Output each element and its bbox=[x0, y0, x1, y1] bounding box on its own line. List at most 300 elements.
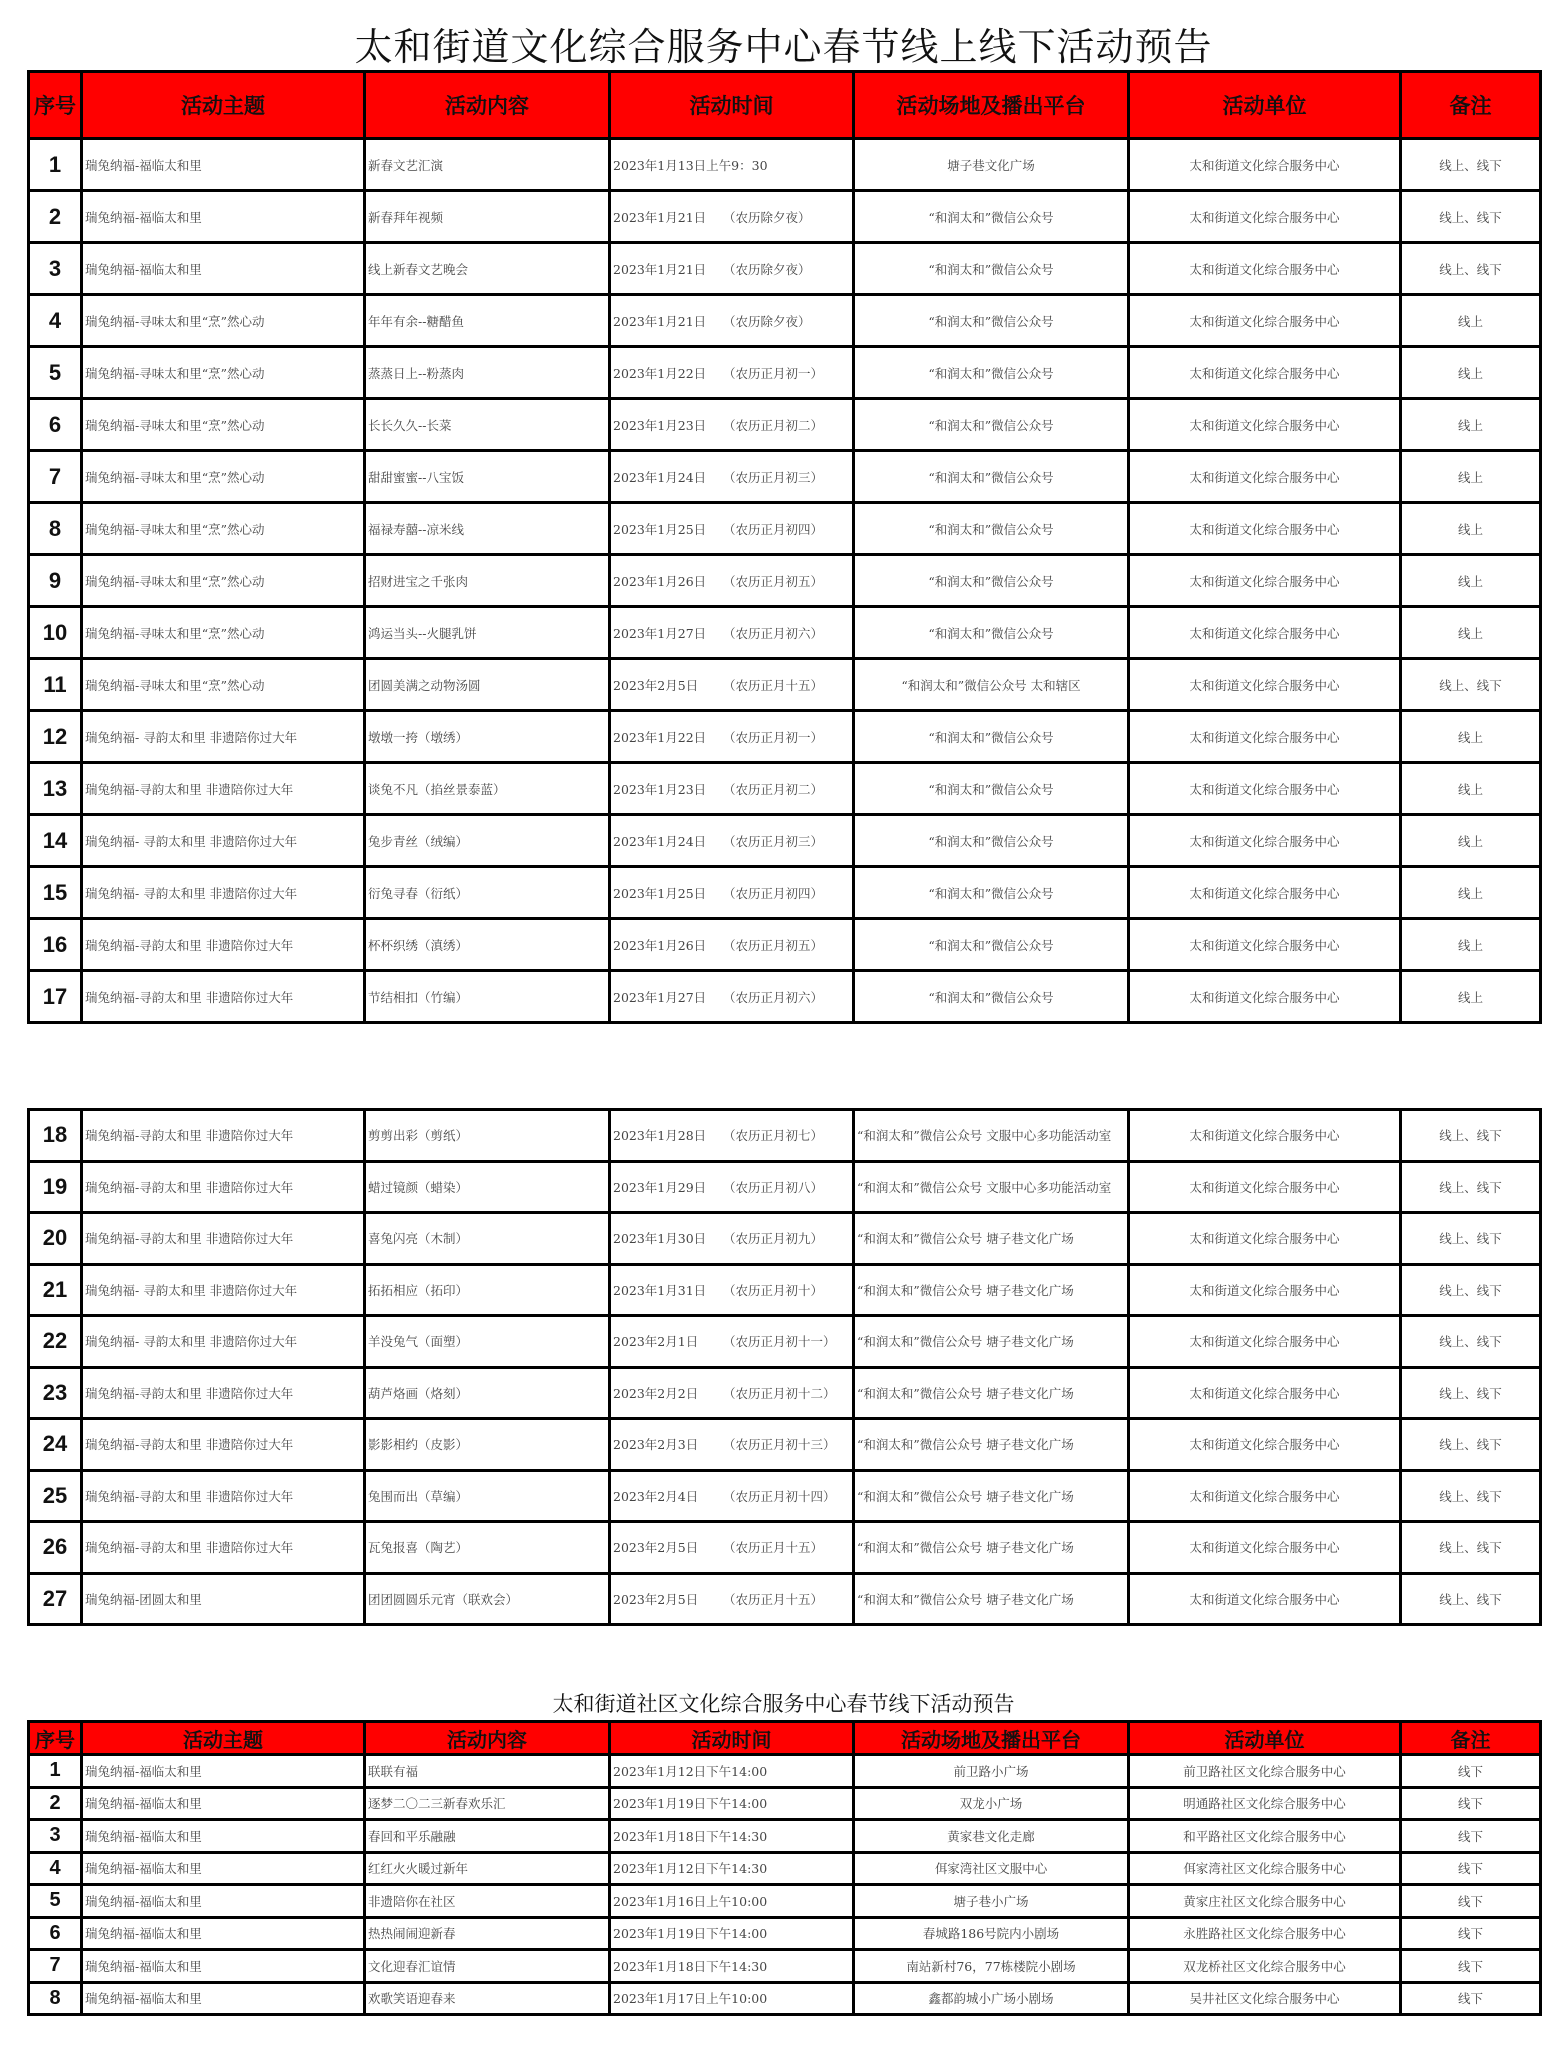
time-cell bbox=[610, 1419, 854, 1471]
remarks-cell: 线下 bbox=[1401, 1950, 1541, 1983]
organizer-cell: 太和街道文化综合服务中心 bbox=[1129, 711, 1401, 763]
theme-cell: 瑞兔纳福-寻韵太和里 非遗陪你过大年 bbox=[82, 919, 365, 971]
time-cell bbox=[610, 347, 854, 399]
organizer-cell: 太和街道文化综合服务中心 bbox=[1129, 399, 1401, 451]
theme-cell: 瑞兔纳福-福临太和里 bbox=[82, 191, 365, 243]
theme-cell: 瑞兔纳福-寻味太和里“烹”然心动 bbox=[82, 503, 365, 555]
remarks-cell: 线下 bbox=[1401, 1917, 1541, 1950]
venue-cell: “和润太和”微信公众号 文服中心多功能活动室 bbox=[854, 1110, 1129, 1162]
table-row bbox=[29, 1885, 1541, 1918]
content-cell: 联联有福 bbox=[365, 1755, 610, 1788]
organizer-cell: 太和街道文化综合服务中心 bbox=[1129, 555, 1401, 607]
table-row bbox=[29, 555, 1541, 607]
serial-no-cell: 20 bbox=[29, 1213, 82, 1265]
organizer-cell: 太和街道文化综合服务中心 bbox=[1129, 1573, 1401, 1625]
lunar-date-text: （农历正月十五） bbox=[723, 677, 824, 693]
lunar-date-text: （农历正月初四） bbox=[723, 521, 824, 537]
time-cell bbox=[610, 295, 854, 347]
header-content: 活动内容 bbox=[365, 1722, 610, 1755]
organizer-cell: 吴井社区文化综合服务中心 bbox=[1129, 1982, 1401, 2015]
content-cell: 杯杯织绣（滇绣） bbox=[365, 919, 610, 971]
theme-cell: 瑞兔纳福-福临太和里 bbox=[82, 1950, 365, 1983]
serial-no-cell: 19 bbox=[29, 1161, 82, 1213]
theme-cell: 瑞兔纳福- 寻韵太和里 非遗陪你过大年 bbox=[82, 711, 365, 763]
activity-table-online-offline bbox=[27, 70, 1542, 1024]
organizer-cell: 太和街道文化综合服务中心 bbox=[1129, 659, 1401, 711]
content-cell: 团团圆圆乐元宵（联欢会） bbox=[365, 1573, 610, 1625]
organizer-cell: 太和街道文化综合服务中心 bbox=[1129, 919, 1401, 971]
date-text: 2023年1月25日 bbox=[613, 521, 707, 537]
venue-cell: “和润太和”微信公众号 塘子巷文化广场 bbox=[854, 1573, 1129, 1625]
table-row bbox=[29, 919, 1541, 971]
remarks-cell: 线上 bbox=[1401, 815, 1541, 867]
theme-cell: 瑞兔纳福-福临太和里 bbox=[82, 1917, 365, 1950]
venue-cell: “和润太和”微信公众号 bbox=[854, 971, 1129, 1023]
venue-cell: “和润太和”微信公众号 塘子巷文化广场 bbox=[854, 1470, 1129, 1522]
organizer-cell: 黄家庄社区文化综合服务中心 bbox=[1129, 1885, 1401, 1918]
lunar-date-text: （农历正月初八） bbox=[723, 1179, 824, 1195]
table-header-row bbox=[29, 1722, 1541, 1755]
table-row bbox=[29, 1787, 1541, 1820]
date-text: 2023年1月27日 bbox=[613, 625, 707, 641]
table-row bbox=[29, 1419, 1541, 1471]
theme-cell: 瑞兔纳福-寻味太和里“烹”然心动 bbox=[82, 347, 365, 399]
header-time: 活动时间 bbox=[610, 72, 854, 139]
serial-no-cell: 1 bbox=[29, 1755, 82, 1788]
header-theme: 活动主题 bbox=[82, 1722, 365, 1755]
remarks-cell: 线下 bbox=[1401, 1982, 1541, 2015]
lunar-date-text: （农历正月初一） bbox=[723, 365, 824, 381]
serial-no-cell: 16 bbox=[29, 919, 82, 971]
content-cell: 兔围而出（草编） bbox=[365, 1470, 610, 1522]
serial-no-cell: 5 bbox=[29, 1885, 82, 1918]
time-cell bbox=[610, 815, 854, 867]
theme-cell: 瑞兔纳福- 寻韵太和里 非遗陪你过大年 bbox=[82, 1316, 365, 1368]
remarks-cell: 线上 bbox=[1401, 607, 1541, 659]
content-cell: 拓拓相应（拓印） bbox=[365, 1264, 610, 1316]
organizer-cell: 太和街道文化综合服务中心 bbox=[1129, 347, 1401, 399]
time-cell bbox=[610, 867, 854, 919]
content-cell: 福禄寿囍--凉米线 bbox=[365, 503, 610, 555]
remarks-cell: 线下 bbox=[1401, 1852, 1541, 1885]
date-text: 2023年1月30日 bbox=[613, 1231, 707, 1247]
time-cell bbox=[610, 191, 854, 243]
date-text: 2023年2月1日 bbox=[613, 1334, 699, 1350]
theme-cell: 瑞兔纳福-寻味太和里“烹”然心动 bbox=[82, 659, 365, 711]
organizer-cell: 太和街道文化综合服务中心 bbox=[1129, 607, 1401, 659]
serial-no-cell: 2 bbox=[29, 191, 82, 243]
venue-cell: “和润太和”微信公众号 bbox=[854, 243, 1129, 295]
serial-no-cell: 14 bbox=[29, 815, 82, 867]
time-cell: 2023年1月18日下午14:30 bbox=[610, 1820, 854, 1853]
serial-no-cell: 27 bbox=[29, 1573, 82, 1625]
content-cell: 墩墩一挎（墩绣） bbox=[365, 711, 610, 763]
date-text: 2023年2月3日 bbox=[613, 1437, 699, 1453]
content-cell: 长长久久--长菜 bbox=[365, 399, 610, 451]
theme-cell: 瑞兔纳福-福临太和里 bbox=[82, 1820, 365, 1853]
venue-cell: “和润太和”微信公众号 bbox=[854, 191, 1129, 243]
date-text: 2023年1月25日 bbox=[613, 885, 707, 901]
theme-cell: 瑞兔纳福-福临太和里 bbox=[82, 1787, 365, 1820]
lunar-date-text: （农历正月初十四） bbox=[723, 1488, 836, 1504]
table-row bbox=[29, 659, 1541, 711]
remarks-cell: 线上、线下 bbox=[1401, 1470, 1541, 1522]
table-row bbox=[29, 1367, 1541, 1419]
theme-cell: 瑞兔纳福-寻味太和里“烹”然心动 bbox=[82, 451, 365, 503]
content-cell: 欢歌笑语迎春来 bbox=[365, 1982, 610, 2015]
theme-cell: 瑞兔纳福-寻韵太和里 非遗陪你过大年 bbox=[82, 1419, 365, 1471]
theme-cell: 瑞兔纳福-寻韵太和里 非遗陪你过大年 bbox=[82, 1213, 365, 1265]
theme-cell: 瑞兔纳福-团圆太和里 bbox=[82, 1573, 365, 1625]
date-text: 2023年1月26日 bbox=[613, 937, 707, 953]
venue-cell: 双龙小广场 bbox=[854, 1787, 1129, 1820]
time-cell: 2023年1月17日上午10:00 bbox=[610, 1982, 854, 2015]
table-row bbox=[29, 243, 1541, 295]
table-row bbox=[29, 1820, 1541, 1853]
content-cell: 甜甜蜜蜜--八宝饭 bbox=[365, 451, 610, 503]
theme-cell: 瑞兔纳福-寻韵太和里 非遗陪你过大年 bbox=[82, 1367, 365, 1419]
theme-cell: 瑞兔纳福-福临太和里 bbox=[82, 1885, 365, 1918]
table-row bbox=[29, 607, 1541, 659]
theme-cell: 瑞兔纳福-福临太和里 bbox=[82, 139, 365, 191]
venue-cell: “和润太和”微信公众号 bbox=[854, 919, 1129, 971]
table-row bbox=[29, 399, 1541, 451]
remarks-cell: 线上、线下 bbox=[1401, 1264, 1541, 1316]
time-cell bbox=[610, 659, 854, 711]
remarks-cell: 线上 bbox=[1401, 971, 1541, 1023]
venue-cell: “和润太和”微信公众号 塘子巷文化广场 bbox=[854, 1419, 1129, 1471]
remarks-cell: 线上 bbox=[1401, 451, 1541, 503]
remarks-cell: 线上、线下 bbox=[1401, 1316, 1541, 1368]
organizer-cell: 太和街道文化综合服务中心 bbox=[1129, 1264, 1401, 1316]
time-cell bbox=[610, 243, 854, 295]
serial-no-cell: 4 bbox=[29, 1852, 82, 1885]
remarks-cell: 线下 bbox=[1401, 1787, 1541, 1820]
header-venue: 活动场地及播出平台 bbox=[854, 1722, 1129, 1755]
time-cell bbox=[610, 1316, 854, 1368]
remarks-cell: 线上 bbox=[1401, 919, 1541, 971]
table-row bbox=[29, 1917, 1541, 1950]
venue-cell: 南站新村76，77栋楼院小剧场 bbox=[854, 1950, 1129, 1983]
content-cell: 线上新春文艺晚会 bbox=[365, 243, 610, 295]
organizer-cell: 太和街道文化综合服务中心 bbox=[1129, 243, 1401, 295]
organizer-cell: 太和街道文化综合服务中心 bbox=[1129, 971, 1401, 1023]
theme-cell: 瑞兔纳福-寻韵太和里 非遗陪你过大年 bbox=[82, 1161, 365, 1213]
date-text: 2023年1月23日 bbox=[613, 417, 707, 433]
venue-cell: 佴家湾社区文服中心 bbox=[854, 1852, 1129, 1885]
remarks-cell: 线上、线下 bbox=[1401, 1213, 1541, 1265]
lunar-date-text: （农历正月初五） bbox=[723, 573, 824, 589]
table-row bbox=[29, 815, 1541, 867]
table-row bbox=[29, 1982, 1541, 2015]
content-cell: 新春文艺汇演 bbox=[365, 139, 610, 191]
venue-cell: “和润太和”微信公众号 bbox=[854, 399, 1129, 451]
content-cell: 团圆美满之动物汤圆 bbox=[365, 659, 610, 711]
remarks-cell: 线上 bbox=[1401, 867, 1541, 919]
organizer-cell: 前卫路社区文化综合服务中心 bbox=[1129, 1755, 1401, 1788]
table-row bbox=[29, 295, 1541, 347]
serial-no-cell: 7 bbox=[29, 451, 82, 503]
organizer-cell: 太和街道文化综合服务中心 bbox=[1129, 1470, 1401, 1522]
content-cell: 影影相约（皮影） bbox=[365, 1419, 610, 1471]
serial-no-cell: 22 bbox=[29, 1316, 82, 1368]
activity-table-continued bbox=[27, 1108, 1542, 1626]
remarks-cell: 线上 bbox=[1401, 503, 1541, 555]
venue-cell: 前卫路小广场 bbox=[854, 1755, 1129, 1788]
table-header-row bbox=[29, 72, 1541, 139]
venue-cell: 塘子巷小广场 bbox=[854, 1885, 1129, 1918]
remarks-cell: 线上 bbox=[1401, 295, 1541, 347]
venue-cell: 鑫都韵城小广场小剧场 bbox=[854, 1982, 1129, 2015]
date-text: 2023年1月31日 bbox=[613, 1282, 707, 1298]
date-text: 2023年1月13日上午9：30 bbox=[613, 157, 768, 173]
lunar-date-text: （农历除夕夜） bbox=[723, 313, 811, 329]
organizer-cell: 太和街道文化综合服务中心 bbox=[1129, 763, 1401, 815]
serial-no-cell: 3 bbox=[29, 243, 82, 295]
table-row bbox=[29, 1852, 1541, 1885]
serial-no-cell: 13 bbox=[29, 763, 82, 815]
serial-no-cell: 5 bbox=[29, 347, 82, 399]
lunar-date-text: （农历正月初七） bbox=[723, 1128, 824, 1144]
serial-no-cell: 4 bbox=[29, 295, 82, 347]
theme-cell: 瑞兔纳福-寻韵太和里 非遗陪你过大年 bbox=[82, 1110, 365, 1162]
theme-cell: 瑞兔纳福-福临太和里 bbox=[82, 1982, 365, 2015]
header-time: 活动时间 bbox=[610, 1722, 854, 1755]
lunar-date-text: （农历正月十五） bbox=[723, 1591, 824, 1607]
serial-no-cell: 21 bbox=[29, 1264, 82, 1316]
table-row bbox=[29, 1213, 1541, 1265]
organizer-cell: 太和街道文化综合服务中心 bbox=[1129, 1419, 1401, 1471]
table-row bbox=[29, 1573, 1541, 1625]
table-row bbox=[29, 451, 1541, 503]
organizer-cell: 永胜路社区文化综合服务中心 bbox=[1129, 1917, 1401, 1950]
organizer-cell: 太和街道文化综合服务中心 bbox=[1129, 191, 1401, 243]
theme-cell: 瑞兔纳福-福临太和里 bbox=[82, 1755, 365, 1788]
table-row bbox=[29, 347, 1541, 399]
remarks-cell: 线下 bbox=[1401, 1820, 1541, 1853]
date-text: 2023年1月24日 bbox=[613, 833, 707, 849]
time-cell bbox=[610, 919, 854, 971]
remarks-cell: 线上、线下 bbox=[1401, 659, 1541, 711]
remarks-cell: 线下 bbox=[1401, 1755, 1541, 1788]
serial-no-cell: 6 bbox=[29, 399, 82, 451]
community-activity-table bbox=[27, 1720, 1542, 2016]
date-text: 2023年2月5日 bbox=[613, 1540, 699, 1556]
time-cell bbox=[610, 971, 854, 1023]
date-text: 2023年1月28日 bbox=[613, 1128, 707, 1144]
venue-cell: “和润太和”微信公众号 bbox=[854, 607, 1129, 659]
theme-cell: 瑞兔纳福-寻韵太和里 非遗陪你过大年 bbox=[82, 971, 365, 1023]
header-remarks: 备注 bbox=[1401, 1722, 1541, 1755]
header-organizer: 活动单位 bbox=[1129, 1722, 1401, 1755]
content-cell: 春回和平乐融融 bbox=[365, 1820, 610, 1853]
theme-cell: 瑞兔纳福-寻味太和里“烹”然心动 bbox=[82, 607, 365, 659]
serial-no-cell: 2 bbox=[29, 1787, 82, 1820]
page-title: 太和街道文化综合服务中心春节线上线下活动预告 bbox=[354, 25, 1213, 69]
serial-no-cell: 12 bbox=[29, 711, 82, 763]
remarks-cell: 线上、线下 bbox=[1401, 139, 1541, 191]
time-cell bbox=[610, 1522, 854, 1574]
serial-no-cell: 18 bbox=[29, 1110, 82, 1162]
remarks-cell: 线上、线下 bbox=[1401, 191, 1541, 243]
content-cell: 葫芦烙画（烙刻） bbox=[365, 1367, 610, 1419]
organizer-cell: 太和街道文化综合服务中心 bbox=[1129, 1522, 1401, 1574]
date-text: 2023年1月21日 bbox=[613, 209, 707, 225]
time-cell bbox=[610, 1213, 854, 1265]
serial-no-cell: 1 bbox=[29, 139, 82, 191]
venue-cell: “和润太和”微信公众号 bbox=[854, 555, 1129, 607]
theme-cell: 瑞兔纳福-寻韵太和里 非遗陪你过大年 bbox=[82, 1522, 365, 1574]
content-cell: 蜡过镜颜（蜡染） bbox=[365, 1161, 610, 1213]
remarks-cell: 线上 bbox=[1401, 763, 1541, 815]
time-cell bbox=[610, 1264, 854, 1316]
organizer-cell: 太和街道文化综合服务中心 bbox=[1129, 139, 1401, 191]
serial-no-cell: 15 bbox=[29, 867, 82, 919]
table-row bbox=[29, 1755, 1541, 1788]
theme-cell: 瑞兔纳福-寻味太和里“烹”然心动 bbox=[82, 399, 365, 451]
theme-cell: 瑞兔纳福-寻味太和里“烹”然心动 bbox=[82, 555, 365, 607]
table-row bbox=[29, 971, 1541, 1023]
lunar-date-text: （农历正月初十二） bbox=[723, 1385, 836, 1401]
header-serial-no: 序号 bbox=[29, 72, 82, 139]
organizer-cell: 太和街道文化综合服务中心 bbox=[1129, 815, 1401, 867]
serial-no-cell: 25 bbox=[29, 1470, 82, 1522]
time-cell bbox=[610, 1110, 854, 1162]
date-text: 2023年2月2日 bbox=[613, 1385, 699, 1401]
serial-no-cell: 8 bbox=[29, 503, 82, 555]
time-cell bbox=[610, 1470, 854, 1522]
remarks-cell: 线上、线下 bbox=[1401, 1367, 1541, 1419]
date-text: 2023年2月5日 bbox=[613, 677, 699, 693]
venue-cell: “和润太和”微信公众号 塘子巷文化广场 bbox=[854, 1213, 1129, 1265]
theme-cell: 瑞兔纳福-寻韵太和里 非遗陪你过大年 bbox=[82, 1470, 365, 1522]
header-venue: 活动场地及播出平台 bbox=[854, 72, 1129, 139]
date-text: 2023年1月22日 bbox=[613, 729, 707, 745]
table-row bbox=[29, 763, 1541, 815]
lunar-date-text: （农历正月初十） bbox=[723, 1282, 824, 1298]
date-text: 2023年1月29日 bbox=[613, 1179, 707, 1195]
date-text: 2023年1月27日 bbox=[613, 989, 707, 1005]
organizer-cell: 太和街道文化综合服务中心 bbox=[1129, 1316, 1401, 1368]
theme-cell: 瑞兔纳福-寻韵太和里 非遗陪你过大年 bbox=[82, 763, 365, 815]
theme-cell: 瑞兔纳福-福临太和里 bbox=[82, 1852, 365, 1885]
content-cell: 逐梦二〇二三新春欢乐汇 bbox=[365, 1787, 610, 1820]
lunar-date-text: （农历正月初四） bbox=[723, 885, 824, 901]
content-cell: 蒸蒸日上--粉蒸肉 bbox=[365, 347, 610, 399]
organizer-cell: 太和街道文化综合服务中心 bbox=[1129, 1213, 1401, 1265]
venue-cell: “和润太和”微信公众号 bbox=[854, 711, 1129, 763]
lunar-date-text: （农历正月十五） bbox=[723, 1540, 824, 1556]
venue-cell: “和润太和”微信公众号 bbox=[854, 763, 1129, 815]
organizer-cell: 太和街道文化综合服务中心 bbox=[1129, 1161, 1401, 1213]
remarks-cell: 线上、线下 bbox=[1401, 1573, 1541, 1625]
time-cell bbox=[610, 1161, 854, 1213]
header-content: 活动内容 bbox=[365, 72, 610, 139]
content-cell: 喜兔闪亮（木制） bbox=[365, 1213, 610, 1265]
remarks-cell: 线上、线下 bbox=[1401, 1110, 1541, 1162]
venue-cell: “和润太和”微信公众号 bbox=[854, 867, 1129, 919]
serial-no-cell: 7 bbox=[29, 1950, 82, 1983]
lunar-date-text: （农历正月初一） bbox=[723, 729, 824, 745]
venue-cell: “和润太和”微信公众号 bbox=[854, 295, 1129, 347]
theme-cell: 瑞兔纳福- 寻韵太和里 非遗陪你过大年 bbox=[82, 867, 365, 919]
lunar-date-text: （农历正月初三） bbox=[723, 833, 824, 849]
lunar-date-text: （农历正月初六） bbox=[723, 625, 824, 641]
table-row bbox=[29, 1950, 1541, 1983]
venue-cell: “和润太和”微信公众号 太和辖区 bbox=[854, 659, 1129, 711]
table-row bbox=[29, 1161, 1541, 1213]
time-cell bbox=[610, 451, 854, 503]
serial-no-cell: 3 bbox=[29, 1820, 82, 1853]
date-text: 2023年1月24日 bbox=[613, 469, 707, 485]
serial-no-cell: 26 bbox=[29, 1522, 82, 1574]
remarks-cell: 线上、线下 bbox=[1401, 1161, 1541, 1213]
organizer-cell: 太和街道文化综合服务中心 bbox=[1129, 295, 1401, 347]
time-cell bbox=[610, 139, 854, 191]
time-cell: 2023年1月12日下午14:30 bbox=[610, 1852, 854, 1885]
content-cell: 鸿运当头--火腿乳饼 bbox=[365, 607, 610, 659]
time-cell: 2023年1月12日下午14:00 bbox=[610, 1755, 854, 1788]
venue-cell: “和润太和”微信公众号 塘子巷文化广场 bbox=[854, 1367, 1129, 1419]
header-organizer: 活动单位 bbox=[1129, 72, 1401, 139]
date-text: 2023年1月21日 bbox=[613, 261, 707, 277]
community-section-title: 太和街道社区文化综合服务中心春节线下活动预告 bbox=[552, 1692, 1015, 1716]
venue-cell: “和润太和”微信公众号 bbox=[854, 503, 1129, 555]
organizer-cell: 双龙桥社区文化综合服务中心 bbox=[1129, 1950, 1401, 1983]
table-row bbox=[29, 1522, 1541, 1574]
table-row bbox=[29, 1470, 1541, 1522]
table-row bbox=[29, 503, 1541, 555]
content-cell: 羊没兔气（面塑） bbox=[365, 1316, 610, 1368]
theme-cell: 瑞兔纳福-福临太和里 bbox=[82, 243, 365, 295]
lunar-date-text: （农历正月初九） bbox=[723, 1231, 824, 1247]
content-cell: 剪剪出彩（剪纸） bbox=[365, 1110, 610, 1162]
venue-cell: “和润太和”微信公众号 bbox=[854, 347, 1129, 399]
theme-cell: 瑞兔纳福-寻味太和里“烹”然心动 bbox=[82, 295, 365, 347]
serial-no-cell: 6 bbox=[29, 1917, 82, 1950]
date-text: 2023年2月5日 bbox=[613, 1591, 699, 1607]
venue-cell: 黄家巷文化走廊 bbox=[854, 1820, 1129, 1853]
content-cell: 瓦兔报喜（陶艺） bbox=[365, 1522, 610, 1574]
date-text: 2023年2月4日 bbox=[613, 1488, 699, 1504]
table-row bbox=[29, 139, 1541, 191]
time-cell: 2023年1月16日上午10:00 bbox=[610, 1885, 854, 1918]
lunar-date-text: （农历正月初二） bbox=[723, 417, 824, 433]
lunar-date-text: （农历正月初十一） bbox=[723, 1334, 836, 1350]
content-cell: 衍兔寻春（衍纸） bbox=[365, 867, 610, 919]
lunar-date-text: （农历正月初五） bbox=[723, 937, 824, 953]
content-cell: 文化迎春汇谊情 bbox=[365, 1950, 610, 1983]
time-cell bbox=[610, 1573, 854, 1625]
organizer-cell: 佴家湾社区文化综合服务中心 bbox=[1129, 1852, 1401, 1885]
time-cell bbox=[610, 555, 854, 607]
time-cell bbox=[610, 711, 854, 763]
remarks-cell: 线下 bbox=[1401, 1885, 1541, 1918]
lunar-date-text: （农历正月初二） bbox=[723, 781, 824, 797]
organizer-cell: 明通路社区文化综合服务中心 bbox=[1129, 1787, 1401, 1820]
content-cell: 节结相扣（竹编） bbox=[365, 971, 610, 1023]
time-cell bbox=[610, 607, 854, 659]
remarks-cell: 线上、线下 bbox=[1401, 1522, 1541, 1574]
content-cell: 非遗陪你在社区 bbox=[365, 1885, 610, 1918]
table-row bbox=[29, 1316, 1541, 1368]
venue-cell: “和润太和”微信公众号 bbox=[854, 451, 1129, 503]
date-text: 2023年1月23日 bbox=[613, 781, 707, 797]
theme-cell: 瑞兔纳福- 寻韵太和里 非遗陪你过大年 bbox=[82, 1264, 365, 1316]
lunar-date-text: （农历正月初三） bbox=[723, 469, 824, 485]
header-remarks: 备注 bbox=[1401, 72, 1541, 139]
time-cell bbox=[610, 763, 854, 815]
